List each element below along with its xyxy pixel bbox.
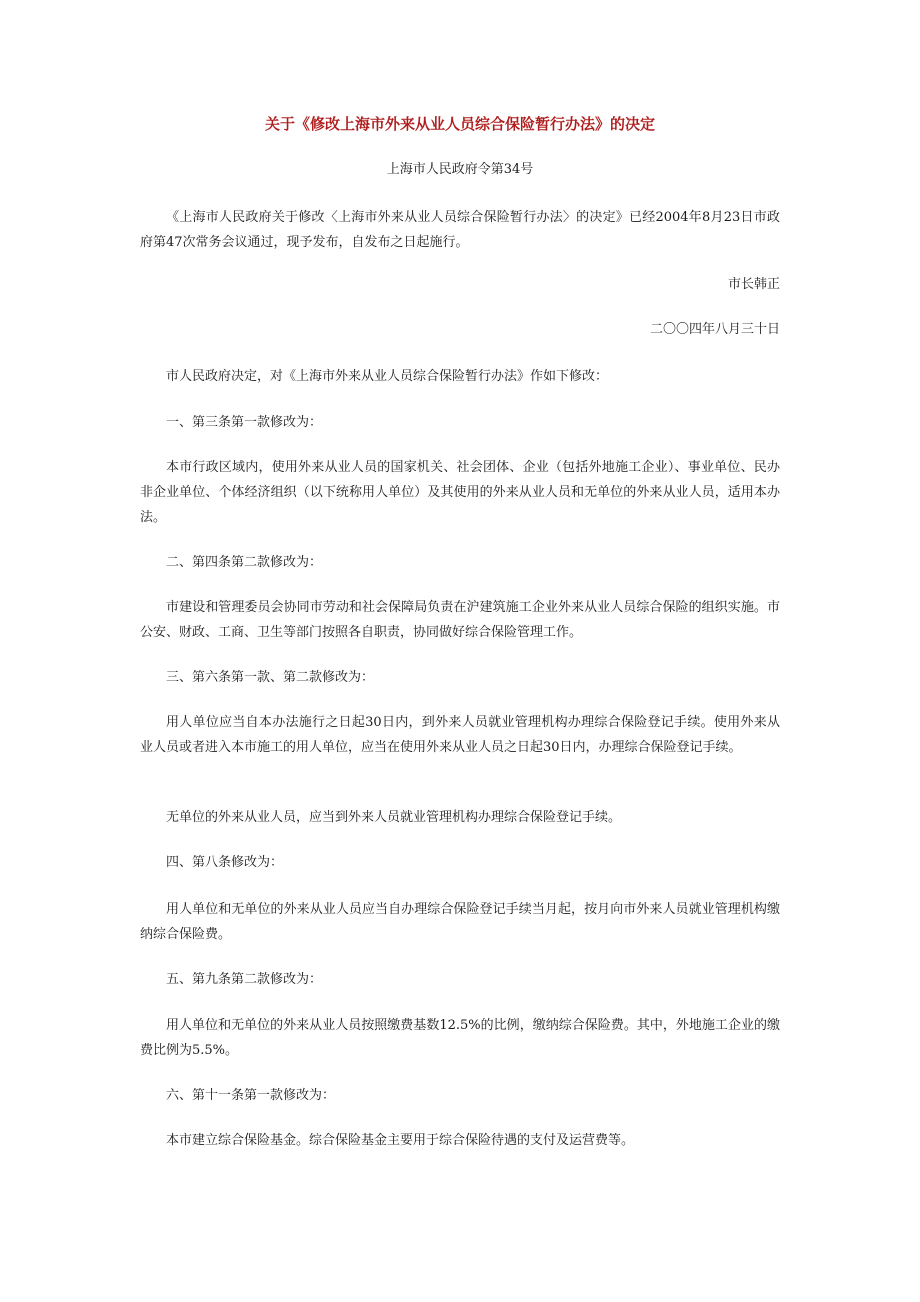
body-paragraph: 本市行政区域内，使用外来从业人员的国家机关、社会团体、企业（包括外地施工企业）、事业单位、民办非企业单位、个体经济组织（以下统称用人单位）及其使用的外来从业人员和无单位的外来从业人员，适用本办法。 (140, 460, 780, 525)
amendment-heading: 一、第三条第一款修改为： (166, 415, 323, 430)
document-title: 关于《修改上海市外来从业人员综合保险暂行办法》的决定 (264, 115, 655, 133)
issue-date: 二〇〇四年八月三十日 (649, 322, 780, 337)
amendment-heading: 五、第九条第二款修改为： (166, 972, 323, 987)
body-paragraph: 用人单位和无单位的外来从业人员应当自办理综合保险登记手续当月起，按月向市外来人员就业管理机构缴纳综合保险费。 (140, 902, 780, 942)
amendment-heading: 四、第八条修改为： (166, 855, 284, 870)
amendment-heading: 六、第十一条第一款修改为： (166, 1088, 336, 1103)
body-paragraph: 无单位的外来从业人员，应当到外来人员就业管理机构办理综合保险登记手续。 (166, 810, 622, 825)
body-paragraph: 市建设和管理委员会协同市劳动和社会保障局负责在沪建筑施工企业外来从业人员综合保险的组织实施。市公安、财政、工商、卫生等部门按照各自职责，协同做好综合保险管理工作。 (140, 600, 780, 640)
amendment-heading: 三、第六条第一款、第二款修改为： (166, 670, 375, 685)
body-paragraph: 本市建立综合保险基金。综合保险基金主要用于综合保险待遇的支付及运营费等。 (166, 1133, 635, 1148)
body-paragraph: 用人单位和无单位的外来从业人员按照缴费基数12.5%的比例，缴纳综合保险费。其中，外地施工企业的缴费比例为5.5%。 (140, 1018, 780, 1058)
body-paragraph: 用人单位应当自本办法施行之日起30日内，到外来人员就业管理机构办理综合保险登记手续。使用外来从业人员或者进入本市施工的用人单位，应当在使用外来从业人员之日起30日内，办理综合保险登记手续。 (140, 715, 780, 755)
signatory: 市长韩正 (727, 277, 780, 292)
amendment-heading: 二、第四条第二款修改为： (166, 555, 323, 570)
body-paragraph: 市人民政府决定，对《上海市外来从业人员综合保险暂行办法》作如下修改： (166, 369, 609, 384)
preamble-paragraph: 《上海市人民政府关于修改〈上海市外来从业人员综合保险暂行办法〉的决定》已经2004年8月23日市政府第47次常务会议通过，现予发布，自发布之日起施行。 (140, 210, 780, 250)
decree-number: 上海市人民政府令第34号 (386, 162, 534, 177)
